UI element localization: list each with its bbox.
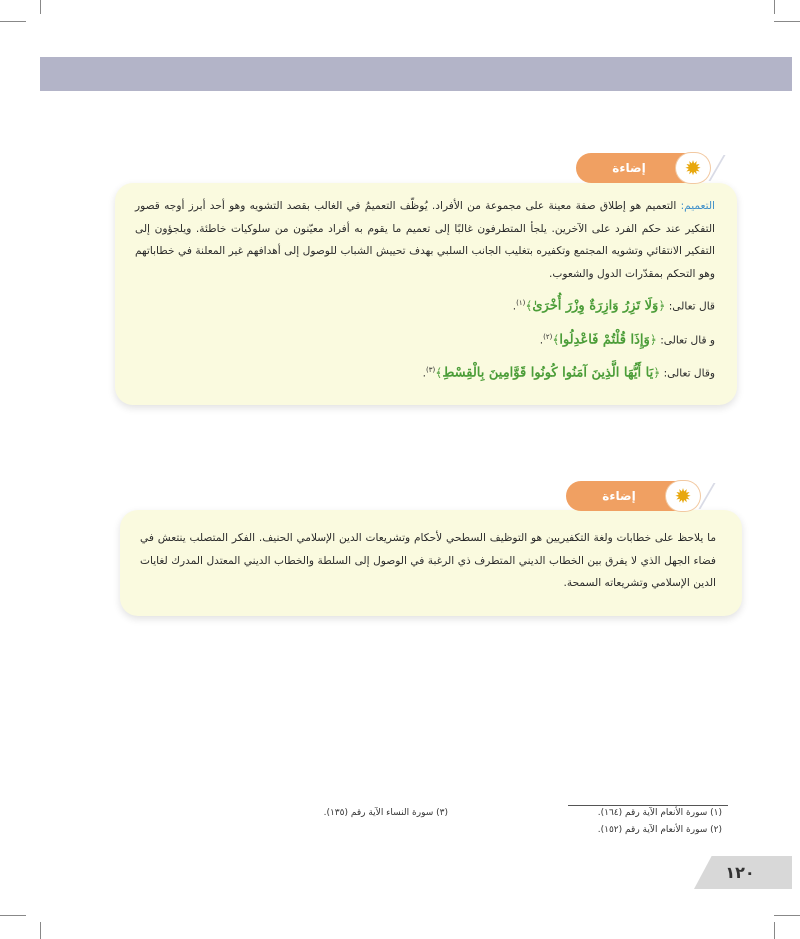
footnote-1: (١) سورة الأنعام الآية رقم (١٦٤). xyxy=(597,808,722,818)
tab-label: إضاءة xyxy=(602,489,636,503)
verse-intro: قال تعالى: xyxy=(668,300,715,313)
verse-intro: وقال تعالى: xyxy=(663,367,715,380)
crop-mark xyxy=(40,922,41,939)
crop-mark xyxy=(774,21,800,22)
crop-mark xyxy=(774,0,775,14)
header-band xyxy=(40,57,792,91)
ornate-bracket-open: ﴿ xyxy=(658,298,666,313)
info-box-generalization xyxy=(115,183,737,405)
quran-verse-text: وَإِذَا قُلْتُمْ فَاعْدِلُوا xyxy=(559,332,650,348)
ornate-bracket-open: ﴿ xyxy=(649,332,657,347)
quran-verse-text: وَلَا تَزِرُ وَازِرَةٌ وِزْرَ أُخْرَىٰ xyxy=(532,298,659,314)
verse-line-2: و قال تعالى: ﴿وَإِذَا قُلْتُمْ فَاعْدِلُوا﴾$^{(٢)}$. xyxy=(539,332,715,348)
definition-text: التعميم هو إطلاق صفة معينة على مجموعة من الأفراد. يُوظّف التعميمُ في الغالب بقصد التشويه وهو أحد أبرز أوجه قصور التفكير عند حكم الفرد على الآخرين. يلجأ المتطرفون غالبًا إلى تعميم ما يقوم به أفراد معيّنون من سلوكيات خاطئة. ويلجؤون إلى التفكير الانتقائي وتشويه المجتمع وتكفيره بتغليب الجانب السلبي بهدف تحييش الشباب للوصول إلى أهدافهم غير المعلنة في خطاباتهم وهو التحكم بمقدّرات الدول والشعوب. xyxy=(135,200,715,280)
definition-paragraph xyxy=(135,195,715,285)
starburst-glyph: ✹ xyxy=(674,484,692,508)
verse-line-3: وقال تعالى: ﴿يَا أَيُّهَا الَّذِينَ آمَنُوا كُونُوا قَوَّامِينَ بِالْقِسْطِ﴾$^{(٣)}$. xyxy=(422,365,715,381)
verse-line-1: قال تعالى: ﴿وَلَا تَزِرُ وَازِرَةٌ وِزْرَ أُخْرَىٰ﴾$^{(١)}$. xyxy=(512,298,715,314)
quran-verse-text: يَا أَيُّهَا الَّذِينَ آمَنُوا كُونُوا قَوَّامِينَ بِالْقِسْطِ xyxy=(442,365,654,381)
crop-mark xyxy=(0,915,26,916)
crop-mark xyxy=(774,922,775,939)
crop-mark xyxy=(774,915,800,916)
ornate-bracket-open: ﴿ xyxy=(653,365,661,380)
footnote-3: (٣) سورة النساء الآية رقم (١٣٥). xyxy=(323,808,448,818)
term-label: التعميم: xyxy=(680,200,715,212)
box2-paragraph: ما يلاحظ على خطابات ولغة التكفيريين هو التوظيف السطحي لأحكام وتشريعات الدين الإسلامي الحنيف. الفكر المتصلب ينتعش في فضاء الجهل الذي لا يفرق بين الخطاب الديني المتطرف ذي الرغبة في الوصول إلى السلطة والخطاب الديني المعتدل المدرك لغايات الدين الإسلامي وتشريعاته السمحة. xyxy=(140,532,716,589)
ornate-bracket-close: ﴾ xyxy=(525,298,533,313)
footnote-separator xyxy=(568,805,728,806)
ornate-bracket-close: ﴾ xyxy=(552,332,560,347)
crop-mark xyxy=(0,21,26,22)
footnote-2: (٢) سورة الأنعام الآية رقم (١٥٢). xyxy=(597,825,722,835)
footnote-ref: (٣) xyxy=(426,366,436,375)
verse-intro: و قال تعالى: xyxy=(660,334,715,347)
info-box-extremism xyxy=(120,510,742,616)
footnote-ref: (٢) xyxy=(543,332,553,341)
starburst-icon xyxy=(666,481,700,511)
tab-label: إضاءة xyxy=(612,161,646,175)
crop-mark xyxy=(40,0,41,14)
page-number: ١٢٠ xyxy=(725,863,755,882)
starburst-glyph: ✹ xyxy=(684,156,702,180)
footnote-ref: (١) xyxy=(516,299,526,307)
starburst-icon xyxy=(676,153,710,183)
ornate-bracket-close: ﴾ xyxy=(435,365,443,380)
